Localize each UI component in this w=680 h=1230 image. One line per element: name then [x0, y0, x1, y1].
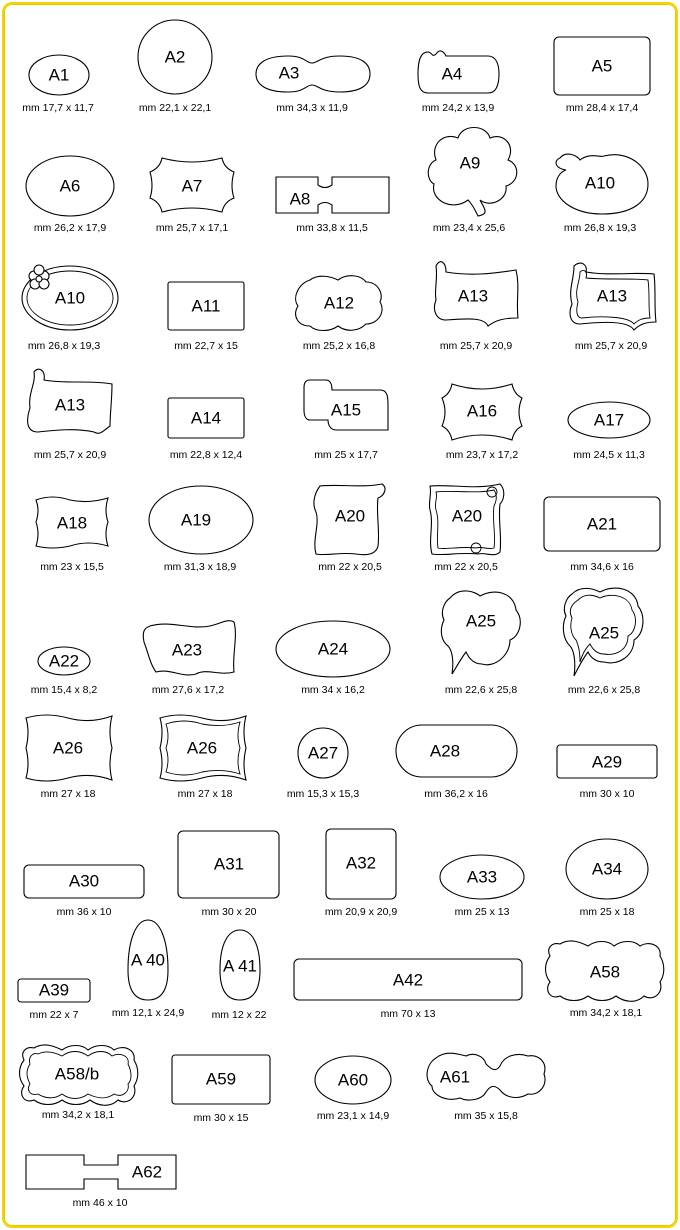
label-name: A11 [191, 296, 221, 316]
label-name: A 41 [222, 956, 258, 976]
label-size: mm 34 x 16,2 [301, 684, 365, 696]
label-name: A34 [591, 859, 623, 879]
label-size: mm 34,2 x 18,1 [569, 1007, 643, 1019]
label-name: A16 [466, 401, 498, 421]
label-name: A23 [171, 640, 203, 660]
label-name: A61 [439, 1067, 471, 1087]
label-A15 [304, 380, 388, 461]
label-name: A15 [330, 400, 362, 420]
label-name: A20 [451, 506, 483, 526]
label-name: A26 [186, 738, 218, 758]
label-A2 [138, 20, 212, 114]
label-name: A9 [459, 153, 481, 173]
label-size: mm 24,2 x 13,9 [421, 102, 495, 114]
label-name: A13 [54, 395, 86, 415]
label-size: mm 23,7 x 17,2 [445, 449, 519, 461]
label-size: mm 70 x 13 [380, 1008, 436, 1020]
label-size: mm 22,8 x 12,4 [169, 449, 243, 461]
label-size: mm 33,8 x 11,5 [296, 222, 368, 234]
label-A34 [566, 839, 648, 918]
label-name: A6 [59, 176, 81, 196]
label-name: A18 [56, 513, 88, 533]
label-A9 [428, 128, 517, 235]
label-name: A27 [307, 743, 339, 763]
label-name: A59 [205, 1069, 237, 1089]
label-name: A7 [181, 176, 203, 196]
label-name: A28 [429, 741, 461, 761]
label-size: mm 23 x 15,5 [40, 561, 104, 573]
label-name: A58 [589, 962, 621, 982]
label-A58 [546, 941, 664, 1019]
label-size: mm 26,8 x 19,3 [27, 340, 101, 352]
label-size: mm 17,7 x 11,7 [22, 102, 94, 114]
label-size: mm 23,4 x 25,6 [432, 222, 506, 234]
label-A61 [427, 1053, 545, 1122]
label-size: mm 12 x 22 [211, 1009, 267, 1021]
label-size: mm 15,4 x 8,2 [30, 684, 98, 696]
label-A33 [440, 855, 524, 918]
label-A25 [441, 591, 520, 696]
label-A5 [554, 37, 650, 114]
label-size: mm 26,8 x 19,3 [563, 222, 637, 234]
label-size: mm 25 x 17,7 [314, 449, 378, 461]
label-name: A1 [48, 65, 70, 85]
label-size: mm 46 x 10 [72, 1197, 128, 1209]
label-size: mm 36 x 10 [56, 906, 112, 918]
label-name: A13 [457, 286, 489, 306]
label-A28 [396, 725, 517, 800]
label-A39 [18, 979, 90, 1021]
label-A16 [442, 384, 522, 461]
label-A31 [178, 831, 279, 918]
label-A29 [557, 745, 657, 800]
label-size: mm 30 x 20 [201, 906, 257, 918]
label-A20b [429, 484, 503, 573]
label-A17 [568, 402, 650, 461]
label-A30 [24, 865, 144, 918]
label-name: A24 [317, 639, 349, 659]
label-name: A20 [334, 506, 366, 526]
label-name: A4 [441, 64, 463, 84]
label-size: mm 25,7 x 20,9 [439, 340, 513, 352]
label-size: mm 22,7 x 15 [174, 340, 238, 352]
label-name: A8 [289, 189, 311, 209]
label-name: A19 [180, 510, 212, 530]
label-name: A42 [392, 970, 424, 990]
label-name: A21 [586, 514, 618, 534]
label-size: mm 22,6 x 25,8 [444, 684, 518, 696]
label-size: mm 12,1 x 24,9 [111, 1007, 185, 1019]
label-name: A60 [337, 1070, 369, 1090]
label-size: mm 30 x 15 [193, 1112, 249, 1124]
label-size: mm 25,7 x 17,1 [155, 222, 229, 234]
label-size: mm 25,2 x 16,8 [302, 340, 376, 352]
label-name: A25 [465, 611, 497, 631]
label-size: mm 34,3 x 11,9 [276, 102, 348, 114]
label-name: A10 [584, 173, 616, 193]
label-A25b [563, 588, 643, 696]
label-A13 [434, 262, 518, 352]
label-size: mm 30 x 10 [579, 788, 635, 800]
label-name: A62 [131, 1162, 163, 1182]
label-A59 [172, 1055, 270, 1124]
label-A27 [287, 728, 360, 800]
label-size: mm 27,6 x 17,2 [151, 684, 225, 696]
label-size: mm 24,5 x 11,3 [573, 449, 645, 461]
label-size: mm 35 x 15,8 [454, 1110, 518, 1122]
label-name: A3 [278, 63, 300, 83]
label-size: mm 22 x 20,5 [434, 561, 498, 573]
label-A8 [276, 177, 389, 234]
label-A26 [26, 715, 112, 800]
label-size: mm 34,6 x 16 [570, 561, 634, 573]
label-name: A 40 [130, 950, 166, 970]
flower-icon [29, 265, 49, 289]
label-name: A26 [52, 738, 84, 758]
label-A62 [26, 1155, 176, 1209]
label-name: A25 [588, 623, 620, 643]
label-size: mm 22 x 7 [29, 1009, 79, 1021]
label-size: mm 36,2 x 16 [424, 788, 488, 800]
label-name: A17 [593, 410, 625, 430]
label-A11 [168, 282, 244, 352]
label-A24 [276, 621, 390, 696]
label-name: A32 [345, 853, 377, 873]
label-name: A10 [54, 288, 86, 308]
label-size: mm 25,7 x 20,9 [33, 449, 107, 461]
label-name: A29 [591, 752, 623, 772]
label-name: A5 [591, 56, 613, 76]
label-A3 [256, 56, 370, 114]
label-A7 [150, 158, 234, 234]
label-size: mm 23,1 x 14,9 [316, 1110, 390, 1122]
label-name: A2 [164, 47, 186, 67]
label-name: A30 [68, 871, 100, 891]
label-A19 [149, 486, 253, 573]
label-name: A39 [38, 980, 70, 1000]
label-A1 [22, 55, 94, 114]
label-A26b [160, 715, 246, 800]
label-size: mm 31,3 x 18,9 [163, 561, 237, 573]
label-A42 [294, 959, 522, 1020]
label-size: mm 25 x 13 [454, 906, 510, 918]
label-A21 [544, 497, 660, 573]
label-A13c [28, 369, 112, 461]
label-A20 [314, 484, 385, 573]
label-A32 [325, 829, 398, 918]
label-size: mm 25 x 18 [579, 906, 635, 918]
label-A14 [168, 398, 244, 461]
label-name: A33 [466, 867, 498, 887]
label-name: A14 [190, 408, 222, 428]
label-size: mm 22 x 20,5 [318, 561, 382, 573]
label-size: mm 15,3 x 15,3 [286, 788, 360, 800]
label-A58b [20, 1045, 138, 1121]
label-A13b [570, 263, 656, 352]
label-size: mm 20,9 x 20,9 [324, 906, 398, 918]
label-size: mm 28,4 x 17,4 [565, 102, 639, 114]
label-name: A22 [48, 651, 80, 671]
label-size: mm 34,2 x 18,1 [41, 1109, 115, 1121]
label-A41 [212, 930, 267, 1021]
label-A40 [112, 920, 185, 1019]
label-name: A58/b [54, 1064, 100, 1084]
label-A10 [556, 154, 648, 234]
label-size: mm 22,1 x 22,1 [138, 102, 212, 114]
label-A10b [22, 265, 118, 352]
label-size: mm 25,7 x 20,9 [574, 340, 648, 352]
label-size: mm 22,6 x 25,8 [567, 684, 641, 696]
label-A18 [36, 497, 108, 573]
label-A12 [296, 276, 382, 352]
label-A60 [315, 1056, 391, 1122]
label-A6 [26, 156, 114, 234]
label-A4 [418, 51, 499, 114]
label-name: A12 [323, 293, 355, 313]
label-name: A13 [596, 286, 628, 306]
label-size: mm 26,2 x 17,9 [33, 222, 107, 234]
label-A23 [143, 621, 235, 696]
label-size: mm 27 x 18 [177, 788, 233, 800]
label-size: mm 27 x 18 [40, 788, 96, 800]
label-name: A31 [213, 854, 245, 874]
label-A22 [31, 647, 98, 696]
